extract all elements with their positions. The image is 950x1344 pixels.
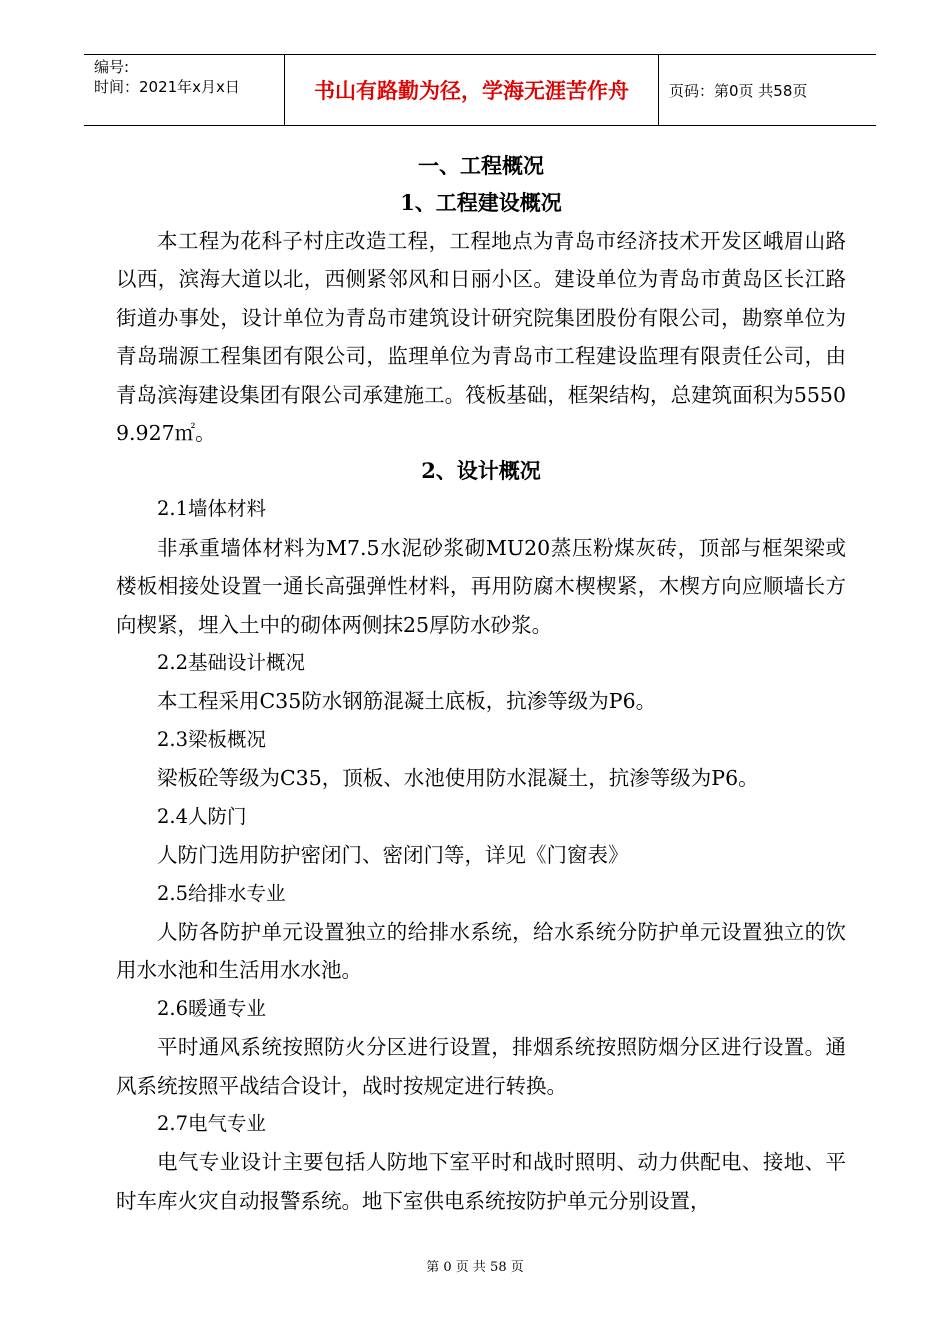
section-title: 一、工程概况 [418,153,544,178]
item-heading-foundation: 2.2基础设计概况 [157,651,306,675]
paragraph-beam: 梁板砼等级为C35，顶板、水池使用防水混凝土，抗渗等级为P6。 [157,766,759,791]
subsection-title-construction: 1、工程建设概况 [400,190,562,215]
header-motto: 书山有路勤为径，学海无涯苦作舟 [285,55,659,125]
document-body [116,148,846,1220]
item-heading-door: 2.4人防门 [157,804,247,828]
number-label: 编号: [94,58,130,76]
subsection-title-design: 2、设计概况 [421,458,541,484]
paragraph-electrical: 电气专业设计主要包括人防地下室平时和战时照明、动力供配电、接地、平时车库火灾自动报警系统。地下室供电系统按防护单元分别设置， [116,1150,846,1213]
page-footer: 第 0 页 共 58 页 [426,1260,524,1275]
item-heading-beam: 2.3梁板概况 [157,727,267,751]
paragraph-water: 人防各防护单元设置独立的给排水系统，给水系统分防护单元设置独立的饮用水水池和生活用水水池。 [116,919,846,983]
paragraph-construction-overview: 本工程为花科子村庄改造工程，工程地点为青岛市经济技术开发区峨眉山路以西，滨海大道以北，西侧紧邻风和日丽小区。建设单位为青岛市黄岛区长江路街道办事处，设计单位为青岛市建筑设计研究院集团股份有限公司，勘察单位为青岛瑞源工程集团有限公司，监理单位为青岛市工程建设监理有限责任公司，由青岛滨海建设集团有限公司承建施工。筏板基础，框架结构，总建筑面积为55509.927㎡。 [116,229,846,446]
item-heading-water: 2.5给排水专业 [157,881,286,905]
time-label: 时间：2021年x月x日 [94,78,240,96]
paragraph-wall: 非承重墙体材料为M7.5水泥砂浆砌MU20蒸压粉煤灰砖，顶部与框架梁或楼板相接处设置一通长高强弹性材料，再用防腐木楔楔紧，木楔方向应顺墙长方向楔紧，埋入土中的砌体两侧抹25厚防水砂浆。 [116,535,846,637]
paragraph-hvac: 平时通风系统按照防火分区进行设置，排烟系统按照防烟分区进行设置。通风系统按照平战结合设计，战时按规定进行转换。 [116,1035,846,1098]
item-heading-hvac: 2.6暖通专业 [157,996,267,1020]
item-heading-electrical: 2.7电气专业 [157,1111,267,1135]
paragraph-door: 人防门选用防护密闭门、密闭门等，详见《门窗表》 [157,843,629,868]
header-page-info: 页码：第0页 共58页 [669,81,808,100]
header-meta [84,55,285,125]
item-heading-wall: 2.1墙体材料 [157,497,267,521]
page-header [84,54,876,126]
paragraph-foundation: 本工程采用C35防水钢筋混凝土底板，抗渗等级为P6。 [157,689,657,714]
